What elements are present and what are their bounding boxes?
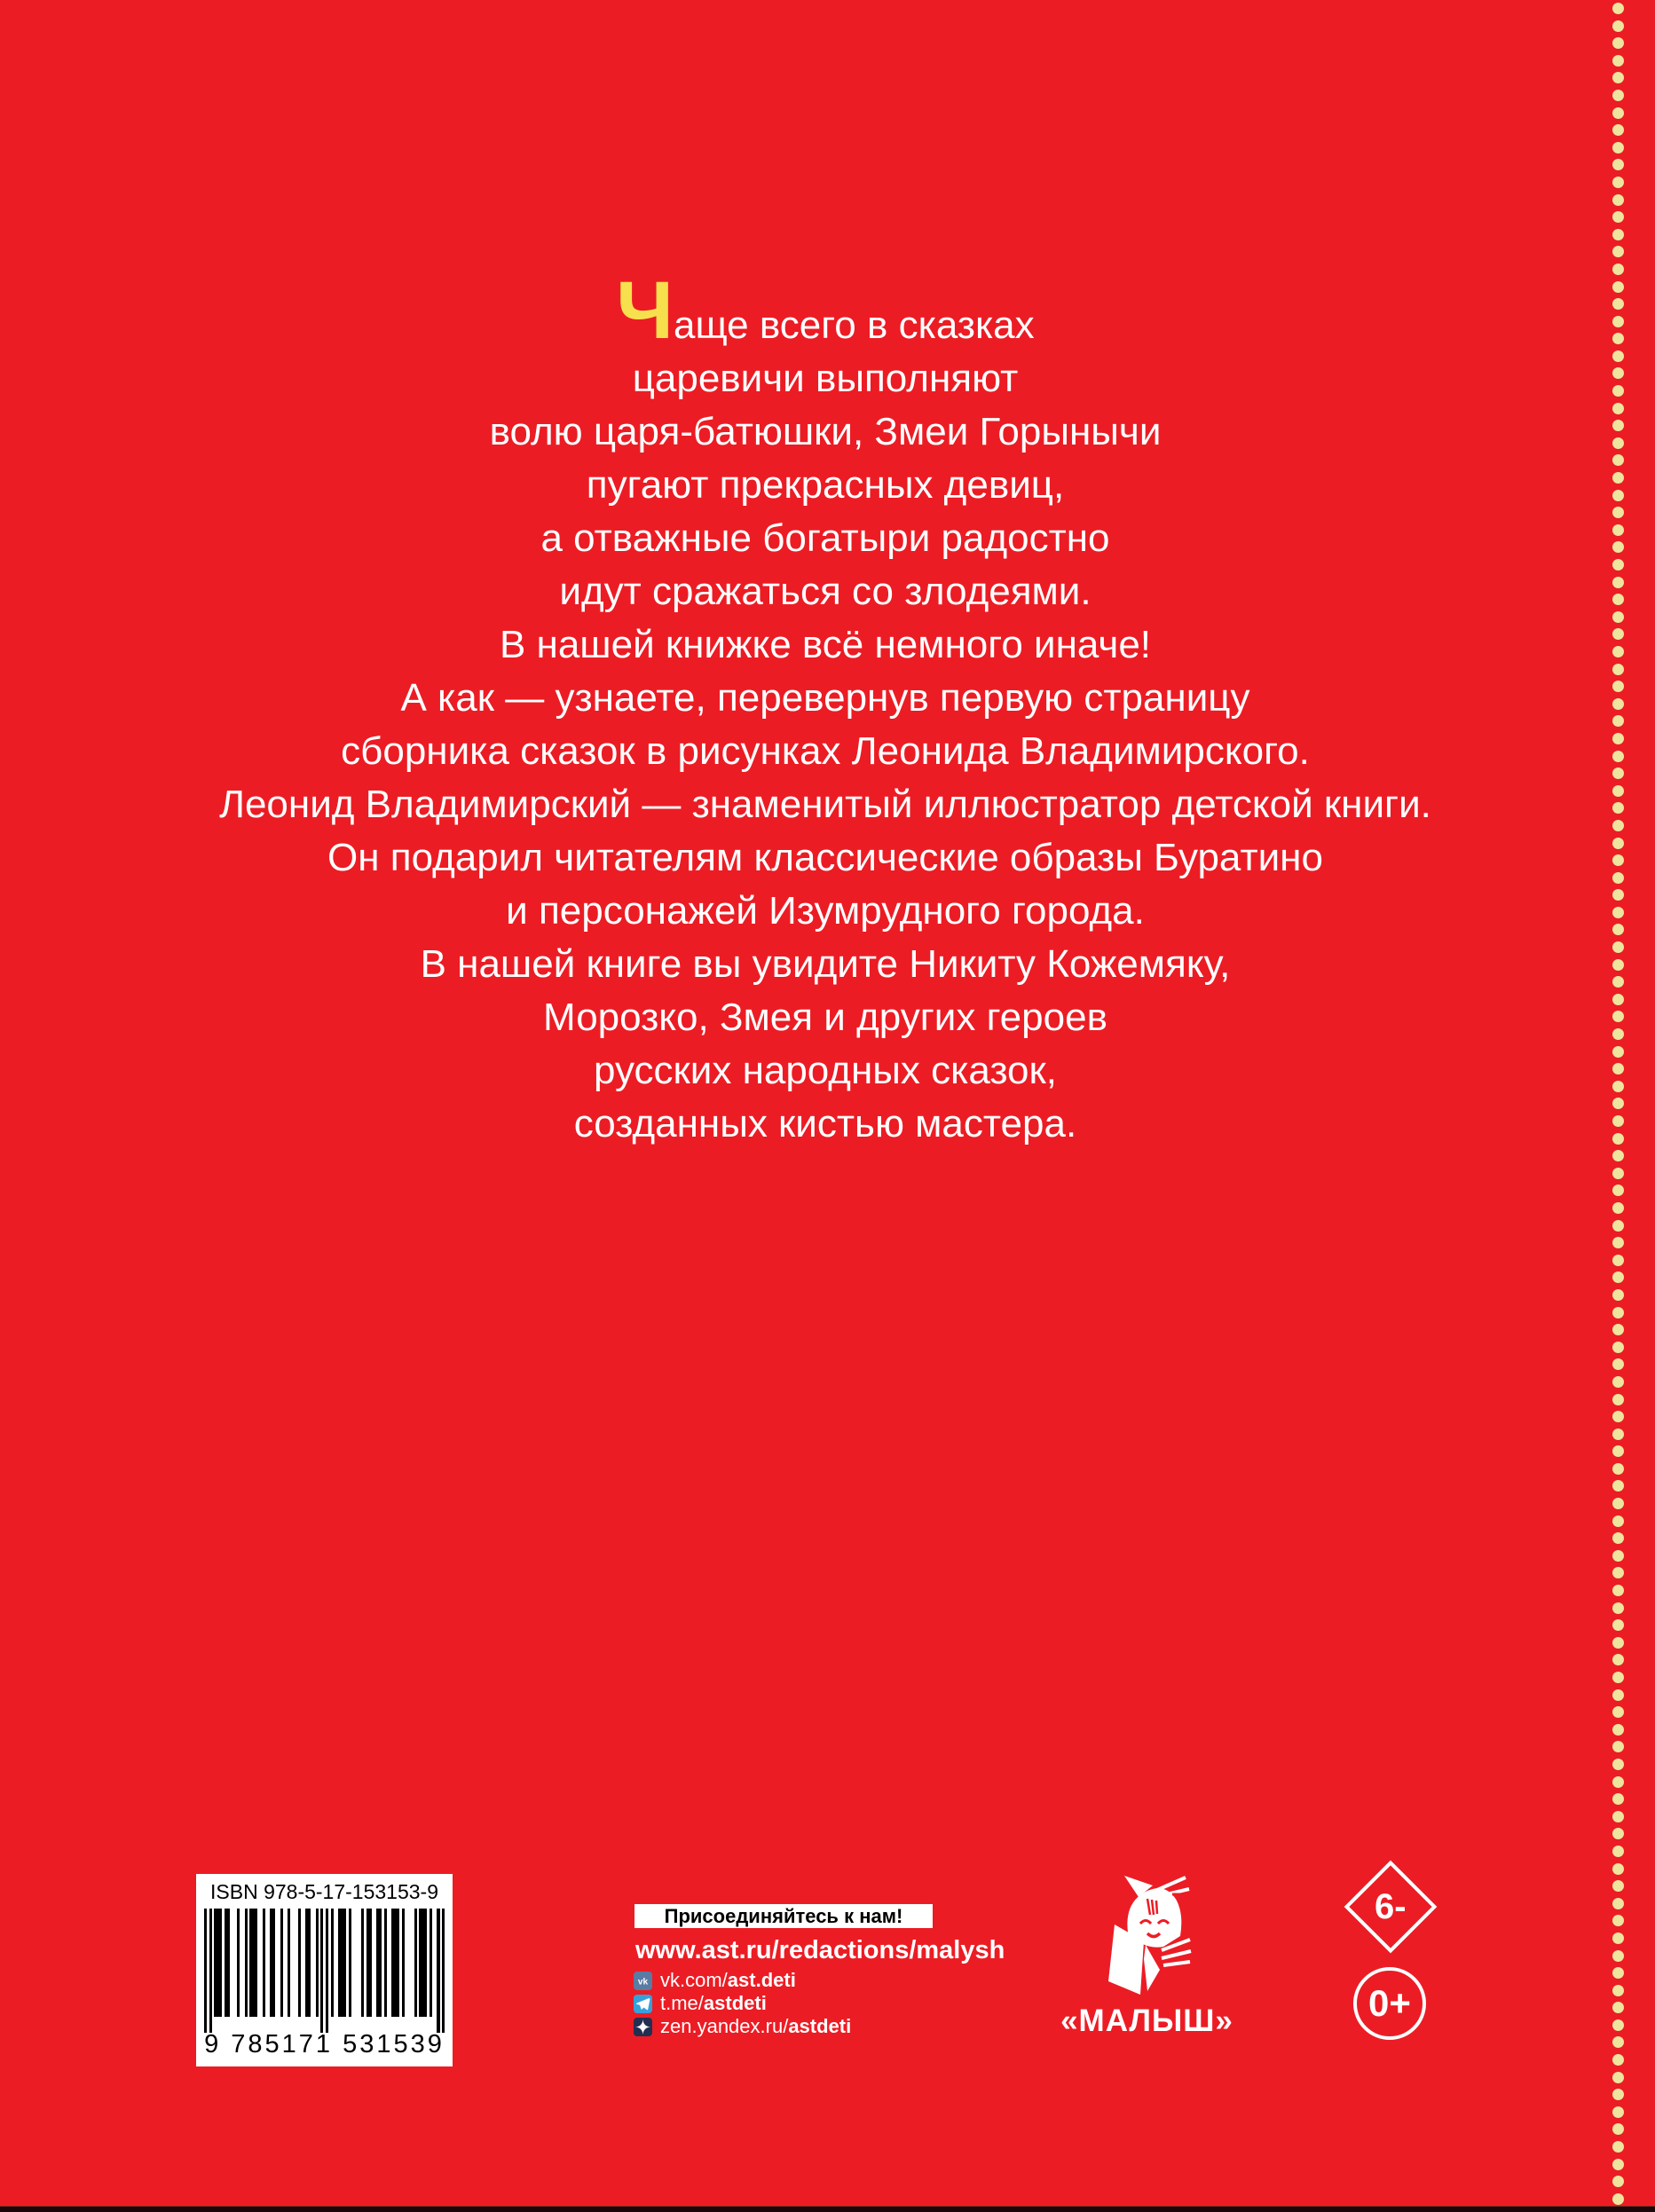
social-link-url: vk.com/ast.deti: [660, 1969, 796, 1991]
border-dot: [1612, 159, 1624, 170]
border-dot: [1612, 1967, 1624, 1979]
border-dot: [1612, 2106, 1624, 2118]
barcode-bar: [414, 1909, 417, 2017]
border-dot: [1612, 1689, 1624, 1701]
svg-text:vk: vk: [637, 1976, 649, 1987]
border-dot: [1612, 246, 1624, 257]
border-dot: [1612, 37, 1624, 49]
border-dot: [1612, 1011, 1624, 1022]
border-dot: [1612, 2193, 1624, 2205]
border-dot: [1612, 1619, 1624, 1631]
border-dot: [1612, 802, 1624, 814]
barcode-bar: [349, 1909, 351, 2017]
border-dot: [1612, 2141, 1624, 2153]
border-dot: [1612, 1532, 1624, 1544]
border-dot: [1612, 1915, 1624, 1926]
border-dot: [1612, 1342, 1624, 1353]
border-dot: [1612, 889, 1624, 901]
border-dot: [1612, 611, 1624, 623]
barcode-bar: [379, 1909, 382, 2017]
border-dot: [1612, 229, 1624, 240]
border-dot: [1612, 507, 1624, 518]
border-dot: [1612, 1515, 1624, 1527]
border-dot: [1612, 2123, 1624, 2135]
border-dot: [1612, 1185, 1624, 1196]
border-dot: [1612, 333, 1624, 344]
border-dot: [1612, 124, 1624, 136]
border-dot: [1612, 959, 1624, 971]
border-dot: [1612, 55, 1624, 67]
border-dot: [1612, 1411, 1624, 1422]
border-dot: [1612, 1793, 1624, 1805]
barcode-bar: [437, 1909, 439, 2033]
border-dot: [1612, 142, 1624, 154]
border-dot: [1612, 577, 1624, 588]
barcode-bar: [442, 1909, 445, 2033]
border-dot: [1612, 2036, 1624, 2048]
border-dot: [1612, 1585, 1624, 1596]
social-link-zen[interactable]: [634, 2017, 851, 2036]
border-dot: [1612, 594, 1624, 605]
barcode-bar: [368, 1909, 371, 2017]
border-dot: [1612, 1933, 1624, 1944]
blurb-line: идут сражаться со злодеями.: [559, 570, 1092, 613]
publisher-site-link[interactable]: www.ast.ru/redactions/malysh: [635, 1936, 1005, 1964]
blurb-line: Леонид Владимирский — знаменитый иллюстратор детской книги.: [219, 783, 1431, 826]
barcode-bar: [209, 1909, 212, 2033]
border-dot: [1612, 1063, 1624, 1075]
social-links: [634, 1971, 851, 2036]
border-dot: [1612, 1289, 1624, 1301]
border-dot: [1612, 681, 1624, 692]
border-dot: [1612, 1846, 1624, 1857]
border-dot: [1612, 472, 1624, 484]
border-dot: [1612, 20, 1624, 32]
border-dot: [1612, 976, 1624, 988]
border-dot: [1612, 1863, 1624, 1875]
border-dot: [1612, 1081, 1624, 1092]
border-dot: [1612, 1237, 1624, 1248]
vk-icon: [634, 1972, 652, 1990]
blurb-line: волю царя-батюшки, Змеи Горынычи: [489, 410, 1162, 453]
border-dot: [1612, 1706, 1624, 1718]
border-dot: [1612, 1828, 1624, 1839]
barcode-box: [196, 1874, 453, 2066]
barcode-bars: [204, 1909, 445, 2033]
age-badge-circle: [1353, 1967, 1426, 2040]
border-dot: [1612, 1220, 1624, 1232]
border-dot: [1612, 751, 1624, 762]
blurb-line: русских народных сказок,: [594, 1049, 1057, 1092]
border-dot: [1612, 211, 1624, 223]
barcode-bar: [272, 1909, 275, 2017]
border-dot: [1612, 838, 1624, 849]
barcode-bar: [384, 1909, 387, 2017]
border-dot: [1612, 1271, 1624, 1283]
social-link-url: zen.yandex.ru/astdeti: [660, 2015, 852, 2037]
border-dot: [1612, 1480, 1624, 1492]
border-dot: [1612, 177, 1624, 188]
barcode-bar: [331, 1909, 334, 2017]
border-dot: [1612, 1150, 1624, 1161]
border-dot: [1612, 664, 1624, 675]
border-dot: [1612, 1567, 1624, 1578]
blurb-line: созданных кистью мастера.: [573, 1102, 1077, 1145]
border-dot: [1612, 1463, 1624, 1475]
border-dot: [1612, 1394, 1624, 1405]
border-dot: [1612, 281, 1624, 293]
border-dot: [1612, 454, 1624, 466]
join-banner: Присоединяйтесь к нам!: [634, 1904, 933, 1928]
blurb-line: А как — узнаете, перевернув первую страницу: [400, 676, 1250, 720]
border-dot: [1612, 2019, 1624, 2031]
border-dot: [1612, 316, 1624, 327]
border-dot: [1612, 768, 1624, 779]
blurb-line: В нашей книжке всё немного иначе!: [499, 623, 1152, 666]
border-dot: [1612, 785, 1624, 797]
border-dot: [1612, 1637, 1624, 1649]
border-dot: [1612, 1950, 1624, 1962]
border-dot: [1612, 2054, 1624, 2066]
border-dot: [1612, 1550, 1624, 1562]
border-dot: [1612, 907, 1624, 918]
border-dot: [1612, 490, 1624, 501]
barcode-bar: [343, 1909, 346, 2017]
blurb-line: Морозко, Змея и других героев: [543, 996, 1107, 1039]
border-dot: [1612, 1028, 1624, 1040]
border-dot: [1612, 420, 1624, 431]
blurb-line: царевичи выполняют: [632, 357, 1019, 400]
blurb-line: а отважные богатыри радостно: [540, 516, 1110, 560]
blurb-line: сборника сказок в рисунках Леонида Владимирского.: [341, 729, 1310, 773]
border-dot: [1612, 107, 1624, 119]
border-dot: [1612, 1654, 1624, 1665]
border-dot: [1612, 3, 1624, 14]
border-dot: [1612, 403, 1624, 414]
border-dot: [1612, 2002, 1624, 2013]
border-dot: [1612, 1358, 1624, 1370]
border-dot: [1612, 1741, 1624, 1752]
page-bottom-edge: [0, 2206, 1655, 2212]
age-badge-diamond: [1344, 1861, 1438, 1954]
barcode-bar: [245, 1909, 248, 2017]
border-dot: [1612, 541, 1624, 553]
border-dot: [1612, 1098, 1624, 1109]
border-dot: [1612, 698, 1624, 710]
malysh-reading-child-icon: [1103, 1874, 1192, 1998]
border-dot: [1612, 1202, 1624, 1214]
barcode-bar: [397, 1909, 399, 2017]
yellow-drop-cap: Ч: [616, 265, 674, 356]
barcode-bar: [237, 1909, 240, 2017]
border-dot: [1612, 1376, 1624, 1388]
border-dot: [1612, 559, 1624, 571]
border-dot: [1612, 941, 1624, 953]
border-dot: [1612, 646, 1624, 657]
barcode-bar: [316, 1909, 319, 2017]
border-dot: [1612, 715, 1624, 727]
border-dot: [1612, 924, 1624, 935]
border-dot: [1612, 1445, 1624, 1457]
border-dot: [1612, 1985, 1624, 1996]
border-dot: [1612, 1759, 1624, 1770]
border-dot: [1612, 1898, 1624, 1909]
border-dot: [1612, 437, 1624, 449]
barcode-bar: [424, 1909, 427, 2017]
border-dot: [1612, 524, 1624, 536]
barcode-bar: [288, 1909, 290, 2017]
border-dot: [1612, 1307, 1624, 1319]
border-dot: [1612, 1776, 1624, 1788]
social-link-url: t.me/astdeti: [660, 1992, 767, 2014]
barcode-bar: [204, 1909, 207, 2033]
blurb-line: пугают прекрасных девиц,: [586, 463, 1065, 507]
social-link-telegram[interactable]: [634, 1994, 851, 2013]
border-dot: [1612, 194, 1624, 206]
blurb-line: В нашей книге вы увидите Никиту Кожемяку,: [420, 942, 1231, 986]
barcode-bar: [255, 1909, 257, 2017]
dotted-border: [1612, 3, 1624, 2205]
border-dot: [1612, 1115, 1624, 1127]
border-dot: [1612, 264, 1624, 275]
border-dot: [1612, 820, 1624, 831]
blurb: [58, 265, 1593, 1151]
barcode-bar: [263, 1909, 265, 2017]
barcode-bar: [298, 1909, 301, 2017]
border-dot: [1612, 628, 1624, 640]
barcode-bar: [219, 1909, 222, 2017]
border-dot: [1612, 385, 1624, 397]
barcode-bar: [326, 1909, 328, 2033]
border-dot: [1612, 1133, 1624, 1145]
barcode-bar: [280, 1909, 283, 2017]
border-dot: [1612, 1880, 1624, 1892]
border-dot: [1612, 1724, 1624, 1736]
border-dot: [1612, 1429, 1624, 1440]
telegram-icon: [634, 1995, 652, 2013]
isbn-label: ISBN 978-5-17-153153-9: [210, 1880, 438, 1903]
border-dot: [1612, 1046, 1624, 1058]
publisher-logo: [1056, 1874, 1238, 2039]
zen-icon: [634, 2018, 652, 2036]
border-dot: [1612, 872, 1624, 884]
border-dot: [1612, 367, 1624, 379]
border-dot: [1612, 854, 1624, 866]
border-dot: [1612, 72, 1624, 83]
border-dot: [1612, 1255, 1624, 1266]
age-badge-circle-label: 0+: [1368, 1982, 1411, 2024]
border-dot: [1612, 2159, 1624, 2170]
border-dot: [1612, 1168, 1624, 1179]
border-dot: [1612, 2176, 1624, 2187]
blurb-line: Чаще всего в сказках: [616, 265, 1035, 356]
barcode-bar: [227, 1909, 230, 2017]
border-dot: [1612, 1498, 1624, 1509]
social-link-vk[interactable]: [634, 1971, 851, 1990]
blurb-line: Он подарил читателям классические образы Буратино: [327, 836, 1323, 879]
publisher-name: «МАЛЫШ»: [1060, 2003, 1233, 2038]
border-dot: [1612, 1811, 1624, 1822]
border-dot: [1612, 1602, 1624, 1614]
border-dot: [1612, 994, 1624, 1005]
border-dot: [1612, 90, 1624, 101]
barcode-bar: [320, 1909, 323, 2033]
barcode-bar: [402, 1909, 405, 2017]
border-dot: [1612, 1324, 1624, 1335]
blurb-line: и персонажей Изумрудного города.: [506, 889, 1145, 933]
border-dot: [1612, 1672, 1624, 1683]
barcode-bar: [430, 1909, 432, 2017]
age-badge-diamond-label: 6-: [1375, 1886, 1407, 1926]
border-dot: [1612, 733, 1624, 744]
border-dot: [1612, 298, 1624, 310]
barcode-bar: [361, 1909, 364, 2017]
barcode-bar: [308, 1909, 311, 2017]
border-dot: [1612, 2089, 1624, 2100]
border-dot: [1612, 350, 1624, 362]
barcode-number: 9 785171 531539: [204, 2030, 445, 2058]
border-dot: [1612, 2072, 1624, 2083]
